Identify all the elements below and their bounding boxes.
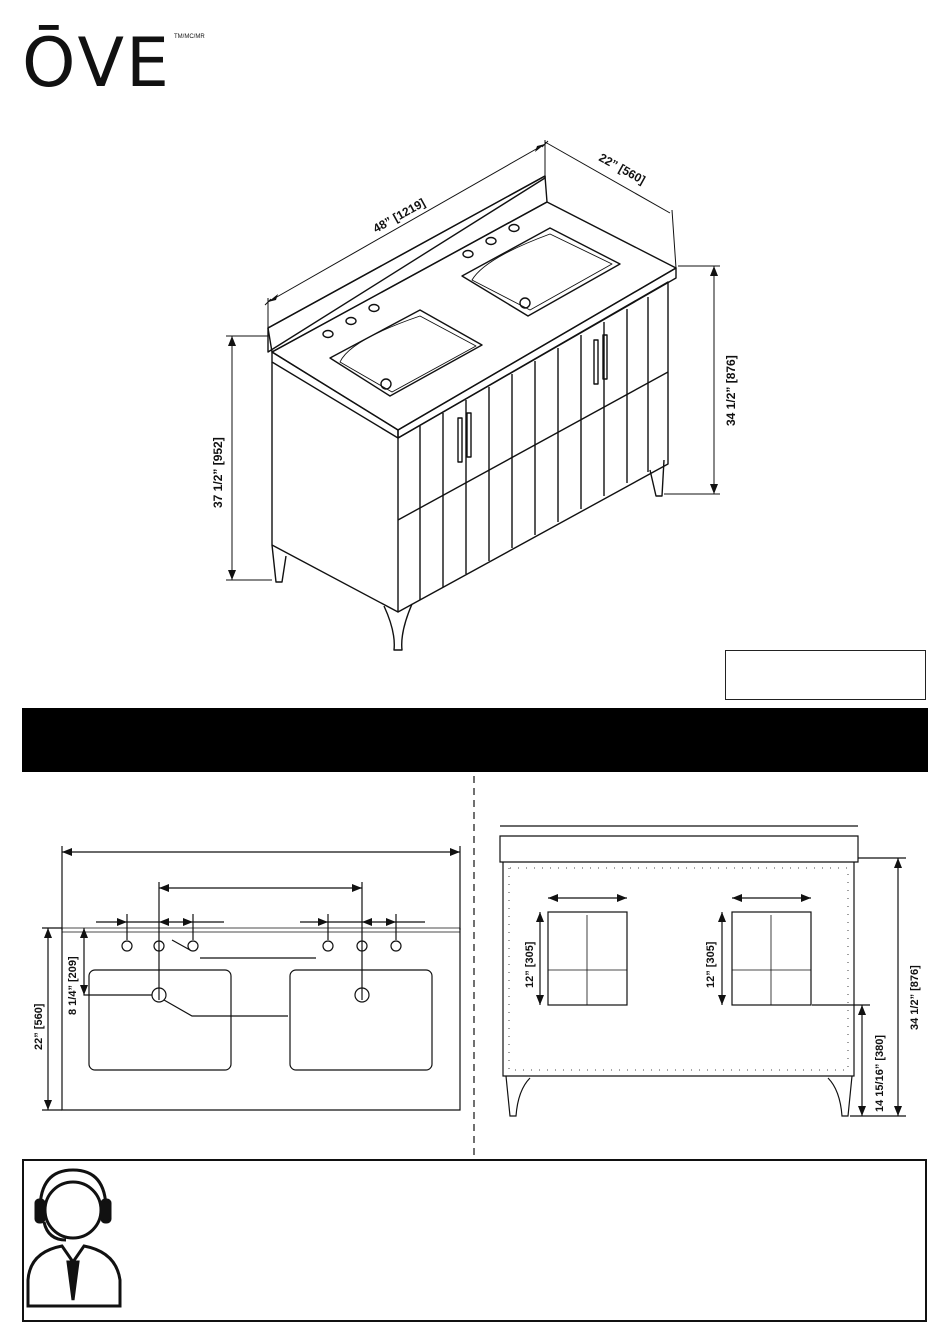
back-view-countertop: [500, 836, 858, 862]
overview-width-label: 48” [1219]: [370, 195, 428, 236]
back-view-floor-to-opening-label: 14 15/16” [380]: [874, 1034, 886, 1112]
top-view-countertop: [62, 928, 460, 1110]
overview-depth-label: 22” [560]: [596, 150, 648, 188]
back-view-right-opening: [732, 912, 811, 1005]
leg-front-right: [650, 460, 664, 496]
right-drain-icon: [520, 298, 530, 308]
overview-total-height-label: 37 1/2” [952]: [211, 437, 225, 508]
back-view-leg-right: [828, 1076, 852, 1116]
brand-logo: ŌVE: [22, 24, 172, 103]
trademark-mark: TM/MC/MR: [174, 34, 205, 40]
title-banner: [22, 708, 928, 772]
customer-support-panel: [22, 1159, 927, 1322]
top-view-right-sink: [290, 970, 432, 1070]
top-view-drain-distance-label: 8 1/4” [209]: [67, 956, 79, 1015]
back-view-cabinet-height-label: 34 1/2” [876]: [909, 965, 921, 1030]
overview-cabinet-height-label: 34 1/2” [876]: [724, 355, 738, 426]
back-view-left-opening: [548, 912, 627, 1005]
left-drain-icon: [381, 379, 391, 389]
top-view-left-sink: [89, 970, 231, 1070]
model-number-box: [725, 650, 926, 700]
top-view-depth-label: 22” [560]: [33, 1003, 45, 1050]
countertop-surface: [272, 202, 676, 430]
back-view-leg-left: [506, 1076, 530, 1116]
back-view-right-opening-label: 12” [305]: [705, 941, 717, 988]
back-view-cabinet: [503, 862, 854, 1076]
left-sink-basin: [330, 310, 482, 396]
back-view-left-opening-label: 12” [305]: [524, 941, 536, 988]
